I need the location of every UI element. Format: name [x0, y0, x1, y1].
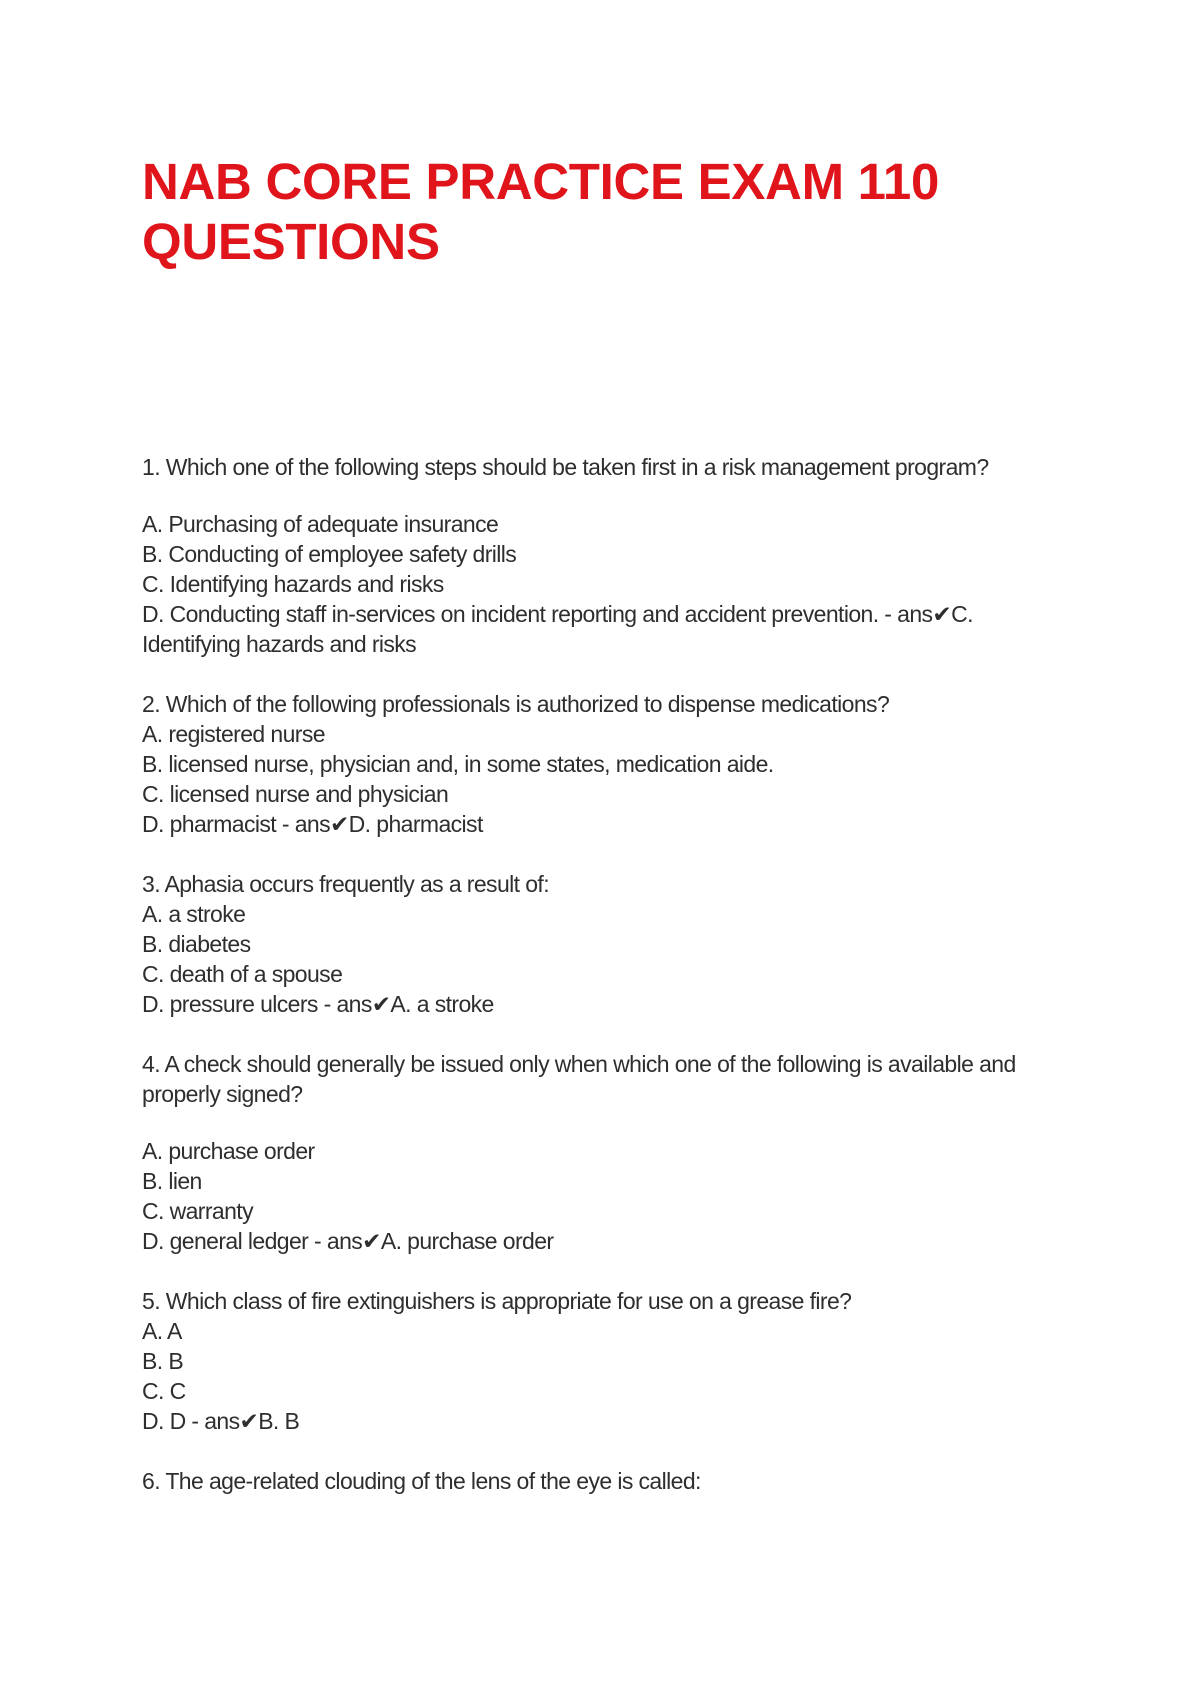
- question-5: [142, 1286, 1072, 1436]
- option-b: B. lien: [142, 1168, 202, 1194]
- question-2: [142, 689, 1072, 839]
- question-text: 6. The age-related clouding of the lens of the eye is called:: [142, 1468, 701, 1494]
- option-c: C. warranty: [142, 1198, 253, 1224]
- option-d-with-answer: D. D - ans✔B. B: [142, 1408, 300, 1434]
- option-c: C. Identifying hazards and risks: [142, 571, 444, 597]
- option-c: C. C: [142, 1378, 186, 1404]
- option-a: A. a stroke: [142, 901, 246, 927]
- question-4: [142, 1049, 1072, 1256]
- document-title: NAB CORE PRACTICE EXAM 110 QUESTIONS: [142, 153, 940, 270]
- option-d-with-answer: D. pressure ulcers - ans✔A. a stroke: [142, 991, 494, 1017]
- option-c: C. licensed nurse and physician: [142, 781, 449, 807]
- option-a: A. purchase order: [142, 1138, 315, 1164]
- option-b: B. B: [142, 1348, 184, 1374]
- question-3: [142, 869, 1072, 1019]
- option-b: B. diabetes: [142, 931, 251, 957]
- option-b: B. Conducting of employee safety drills: [142, 541, 517, 567]
- question-list: [142, 452, 1072, 1526]
- question-1: [142, 452, 1072, 659]
- option-a: A. Purchasing of adequate insurance: [142, 511, 499, 537]
- option-d-with-answer: D. Conducting staff in-services on incident reporting and accident prevention. - ans✔C. Identifying hazards and risks: [142, 601, 973, 657]
- option-c: C. death of a spouse: [142, 961, 343, 987]
- option-d-with-answer: D. general ledger - ans✔A. purchase order: [142, 1228, 554, 1254]
- option-b: B. licensed nurse, physician and, in some states, medication aide.: [142, 751, 774, 777]
- question-text: 1. Which one of the following steps should be taken first in a risk management program?: [142, 454, 989, 480]
- question-6: [142, 1466, 1072, 1496]
- option-d-with-answer: D. pharmacist - ans✔D. pharmacist: [142, 811, 483, 837]
- question-text: 4. A check should generally be issued only when which one of the following is available and properly signed?: [142, 1051, 1016, 1107]
- question-text: 3. Aphasia occurs frequently as a result of:: [142, 871, 550, 897]
- question-text: 2. Which of the following professionals is authorized to dispense medications?: [142, 691, 890, 717]
- option-a: A. registered nurse: [142, 721, 325, 747]
- question-text: 5. Which class of fire extinguishers is appropriate for use on a grease fire?: [142, 1288, 852, 1314]
- option-a: A. A: [142, 1318, 182, 1344]
